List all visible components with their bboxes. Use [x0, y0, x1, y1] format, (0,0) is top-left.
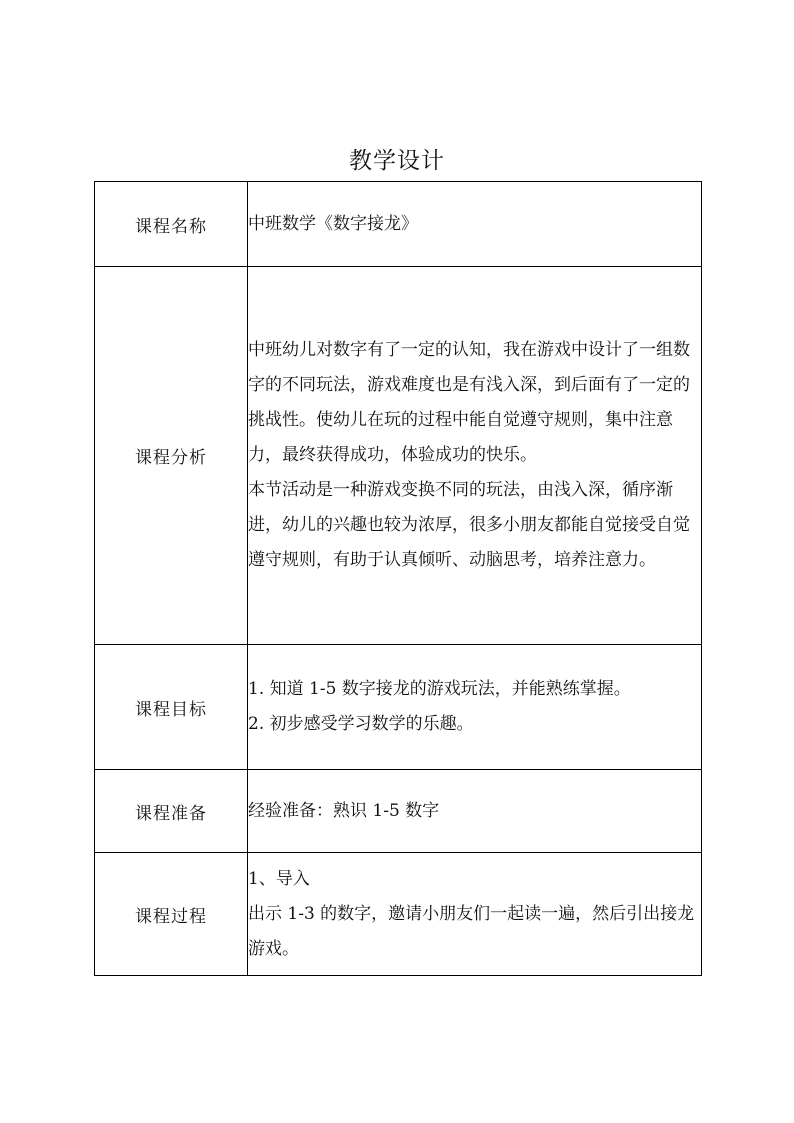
course-name-text: 中班数学《数字接龙》 — [248, 213, 418, 234]
course-process-value — [248, 853, 702, 976]
document-title: 教学设计 — [349, 148, 445, 174]
row-course-goals — [95, 645, 702, 770]
course-preparation-value — [248, 770, 702, 853]
course-process-label: 课程过程 — [95, 853, 248, 976]
course-goal-2: 2. 初步感受学习数学的乐趣。 — [248, 714, 474, 734]
course-analysis-label: 课程分析 — [95, 267, 248, 645]
row-course-preparation — [95, 770, 702, 853]
course-name-label: 课程名称 — [95, 182, 248, 267]
course-process-step-heading: 1、导入 — [248, 868, 310, 889]
course-preparation-text: 经验准备：熟识 1-5 数字 — [248, 800, 440, 821]
course-analysis-value — [248, 267, 702, 645]
course-name-value — [248, 182, 702, 267]
course-analysis-paragraph-1: 中班幼儿对数字有了一定的认知，我在游戏中设计了一组数字的不同玩法，游戏难度也是有浅入深，到后面有了一定的挑战性。使幼儿在玩的过程中能自觉遵守规则，集中注意力，最终获得成功，体验成功的快乐。 — [248, 340, 690, 465]
row-course-process — [95, 853, 702, 976]
course-goals-label: 课程目标 — [95, 645, 248, 770]
course-analysis-paragraph-2: 本节活动是一种游戏变换不同的玩法，由浅入深，循序渐进，幼儿的兴趣也较为浓厚，很多小朋友都能自觉接受自觉遵守规则，有助于认真倾听、动脑思考，培养注意力。 — [248, 480, 690, 570]
course-goal-1: 1. 知道 1-5 数字接龙的游戏玩法，并能熟练掌握。 — [248, 679, 631, 699]
row-course-analysis — [95, 267, 702, 645]
course-goals-value — [248, 645, 702, 770]
course-process-step-text: 出示 1-3 的数字，邀请小朋友们一起读一遍，然后引出接龙游戏。 — [248, 903, 695, 959]
row-course-name — [95, 182, 702, 267]
course-preparation-label: 课程准备 — [95, 770, 248, 853]
lesson-plan-table — [94, 181, 702, 976]
